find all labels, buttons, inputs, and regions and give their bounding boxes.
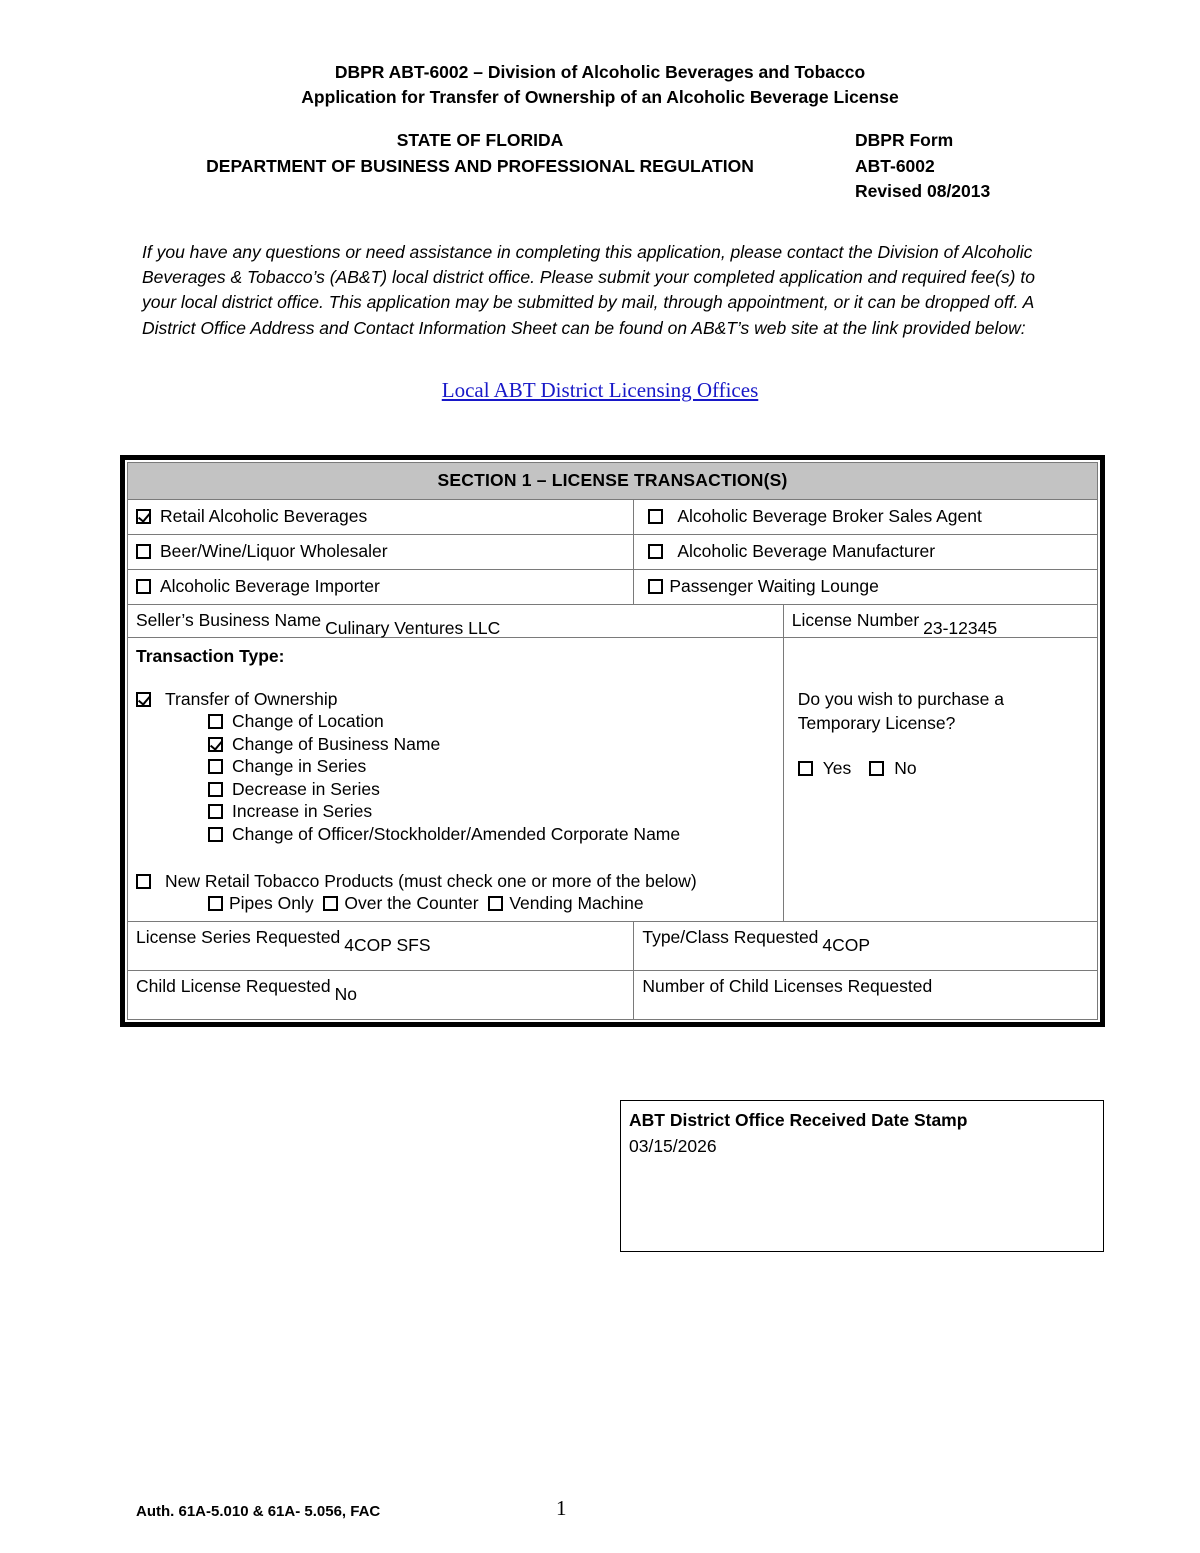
form-code: ABT-6002 [855, 155, 935, 176]
license-type-cell-wholesaler[interactable] [128, 535, 634, 570]
type-class-label: Type/Class Requested [642, 926, 819, 947]
license-type-label: Alcoholic Beverage Importer [160, 576, 380, 596]
sub-option-label: Change of Officer/Stockholder/Amended Corporate Name [232, 823, 681, 844]
transaction-sub-options [208, 710, 783, 846]
sub-option-label: Change of Location [232, 711, 384, 731]
transfer-of-ownership-label: Transfer of Ownership [165, 689, 338, 709]
sellers-business-name-value: Culinary Ventures LLC [325, 618, 501, 638]
sub-option-label: Increase in Series [232, 801, 373, 822]
checkbox-retail-alcoholic-beverages[interactable] [136, 509, 151, 524]
tobacco-option-label: Over the Counter [344, 893, 479, 914]
form-number-block [855, 128, 990, 205]
department-line: DEPARTMENT OF BUSINESS AND PROFESSIONAL REGULATION [206, 155, 754, 176]
license-type-label: Alcoholic Beverage Manufacturer [677, 541, 936, 561]
series-type-row [128, 921, 1098, 970]
license-series-field[interactable] [128, 921, 634, 970]
temporary-license-question [798, 688, 1097, 735]
tobacco-sub-options [208, 892, 783, 915]
agency-block [130, 128, 830, 179]
checkbox-change-of-officer-stockholder[interactable] [208, 827, 223, 842]
checkbox-transfer-of-ownership[interactable] [136, 692, 151, 707]
child-license-label: Child License Requested [136, 975, 331, 996]
license-type-label: Beer/Wine/Liquor Wholesaler [160, 541, 388, 561]
tobacco-option-label: Pipes Only [229, 893, 314, 914]
sub-option-increase-in-series[interactable] [208, 800, 783, 823]
section1-table [120, 455, 1105, 1027]
seller-license-row [128, 605, 1098, 638]
license-number-value: 23-12345 [923, 618, 998, 638]
child-license-field[interactable] [128, 970, 634, 1019]
transaction-type-row [128, 638, 1098, 922]
checkbox-alcoholic-beverage-broker-sales-agent[interactable] [648, 509, 663, 524]
license-series-label: License Series Requested [136, 926, 341, 947]
checkbox-passenger-waiting-lounge[interactable] [648, 579, 663, 594]
date-stamp-box [620, 1100, 1104, 1252]
license-type-cell-broker-sales-agent[interactable] [634, 500, 1098, 535]
license-type-label: Alcoholic Beverage Broker Sales Agent [677, 506, 982, 526]
document-title [0, 60, 1200, 110]
sub-option-decrease-in-series[interactable] [208, 778, 783, 801]
license-type-label: Passenger Waiting Lounge [669, 576, 879, 596]
child-license-count-field[interactable] [634, 970, 1098, 1019]
sub-option-change-in-series[interactable] [208, 755, 783, 778]
checkbox-new-retail-tobacco-products[interactable] [136, 874, 151, 889]
temporary-license-options [798, 757, 1097, 781]
type-class-value: 4COP [822, 934, 871, 955]
form-revision: Revised 08/2013 [855, 181, 991, 201]
date-stamp-title: ABT District Office Received Date Stamp [629, 1110, 968, 1130]
local-abt-district-licensing-offices-link[interactable]: Local ABT District Licensing Offices [441, 378, 759, 402]
child-license-row [128, 970, 1098, 1019]
temporary-license-cell [783, 638, 1097, 922]
temporary-license-question-line2: Temporary License? [797, 712, 956, 733]
checkbox-temporary-license-no[interactable] [869, 761, 884, 776]
temporary-license-no-label: No [894, 758, 917, 778]
license-number-field[interactable] [783, 605, 1097, 638]
tobacco-products-option[interactable] [136, 870, 783, 893]
footer-authority: Auth. 61A-5.010 & 61A- 5.056, FAC [136, 1503, 381, 1520]
checkbox-change-in-series[interactable] [208, 759, 223, 774]
tobacco-option-label: Vending Machine [509, 893, 644, 914]
transaction-type-title: Transaction Type: [136, 646, 285, 666]
license-type-row-2 [128, 535, 1098, 570]
state-of-florida-line: STATE OF FLORIDA [396, 130, 564, 150]
form-label: DBPR Form [855, 130, 954, 150]
section1-header: SECTION 1 – LICENSE TRANSACTION(S) [128, 463, 1098, 500]
checkbox-change-of-location[interactable] [208, 714, 223, 729]
license-type-row-3 [128, 570, 1098, 605]
sub-option-change-of-business-name[interactable] [208, 733, 783, 756]
tobacco-products-block [136, 870, 783, 915]
checkbox-alcoholic-beverage-manufacturer[interactable] [648, 544, 663, 559]
sub-option-change-of-location[interactable] [208, 710, 783, 733]
license-type-cell-manufacturer[interactable] [634, 535, 1098, 570]
footer-page-number: 1 [556, 1496, 567, 1520]
sub-option-label: Change of Business Name [232, 733, 441, 754]
tobacco-products-label: New Retail Tobacco Products (must check one or more of the below) [165, 870, 697, 891]
child-license-count-label: Number of Child Licenses Requested [642, 975, 933, 996]
license-type-label: Retail Alcoholic Beverages [160, 506, 368, 526]
temporary-license-yes-label: Yes [822, 758, 852, 778]
transaction-type-cell [128, 638, 784, 922]
license-type-cell-importer[interactable] [128, 570, 634, 605]
section1-header-row [128, 463, 1098, 500]
checkbox-change-of-business-name[interactable] [208, 737, 223, 752]
sub-option-label: Change in Series [232, 756, 367, 777]
license-number-label: License Number [791, 610, 920, 630]
checkbox-pipes-only[interactable] [208, 896, 223, 911]
checkbox-vending-machine[interactable] [488, 896, 503, 911]
date-stamp-value: 03/15/2026 [629, 1136, 717, 1156]
checkbox-increase-in-series[interactable] [208, 804, 223, 819]
checkbox-beer-wine-liquor-wholesaler[interactable] [136, 544, 151, 559]
sub-option-change-of-officer[interactable] [208, 823, 783, 846]
instructions-paragraph: If you have any questions or need assistance in completing this application, please contact the Division of Alcoholic Beverages & Tobacco’s (AB&T) local district office. Please submit your completed application and required fee(s) to your local district office. This application may be submitted by mail, through appointment, or it can be dropped off. A District Office Address and Contact Information Sheet can be found on AB&T’s web site at the link provided below: [142, 242, 1035, 338]
sellers-business-name-label: Seller’s Business Name [136, 610, 322, 630]
checkbox-over-the-counter[interactable] [323, 896, 338, 911]
transfer-of-ownership-option[interactable] [136, 689, 783, 710]
license-type-cell-passenger-lounge[interactable] [634, 570, 1098, 605]
document-title-line1: DBPR ABT-6002 – Division of Alcoholic Beverages and Tobacco [334, 62, 866, 82]
child-license-value: No [334, 983, 357, 1004]
type-class-field[interactable] [634, 921, 1098, 970]
sellers-business-name-field[interactable] [128, 605, 784, 638]
temporary-license-question-line1: Do you wish to purchase a [797, 689, 1004, 709]
checkbox-temporary-license-yes[interactable] [798, 761, 813, 776]
sub-option-label: Decrease in Series [232, 778, 380, 799]
checkbox-alcoholic-beverage-importer[interactable] [136, 579, 151, 594]
license-series-value: 4COP SFS [344, 934, 431, 955]
checkbox-decrease-in-series[interactable] [208, 782, 223, 797]
district-offices-link-container [0, 378, 1200, 403]
license-type-cell-retail[interactable] [128, 500, 634, 535]
document-title-line2: Application for Transfer of Ownership of an Alcoholic Beverage License [301, 87, 899, 107]
license-type-row-1 [128, 500, 1098, 535]
